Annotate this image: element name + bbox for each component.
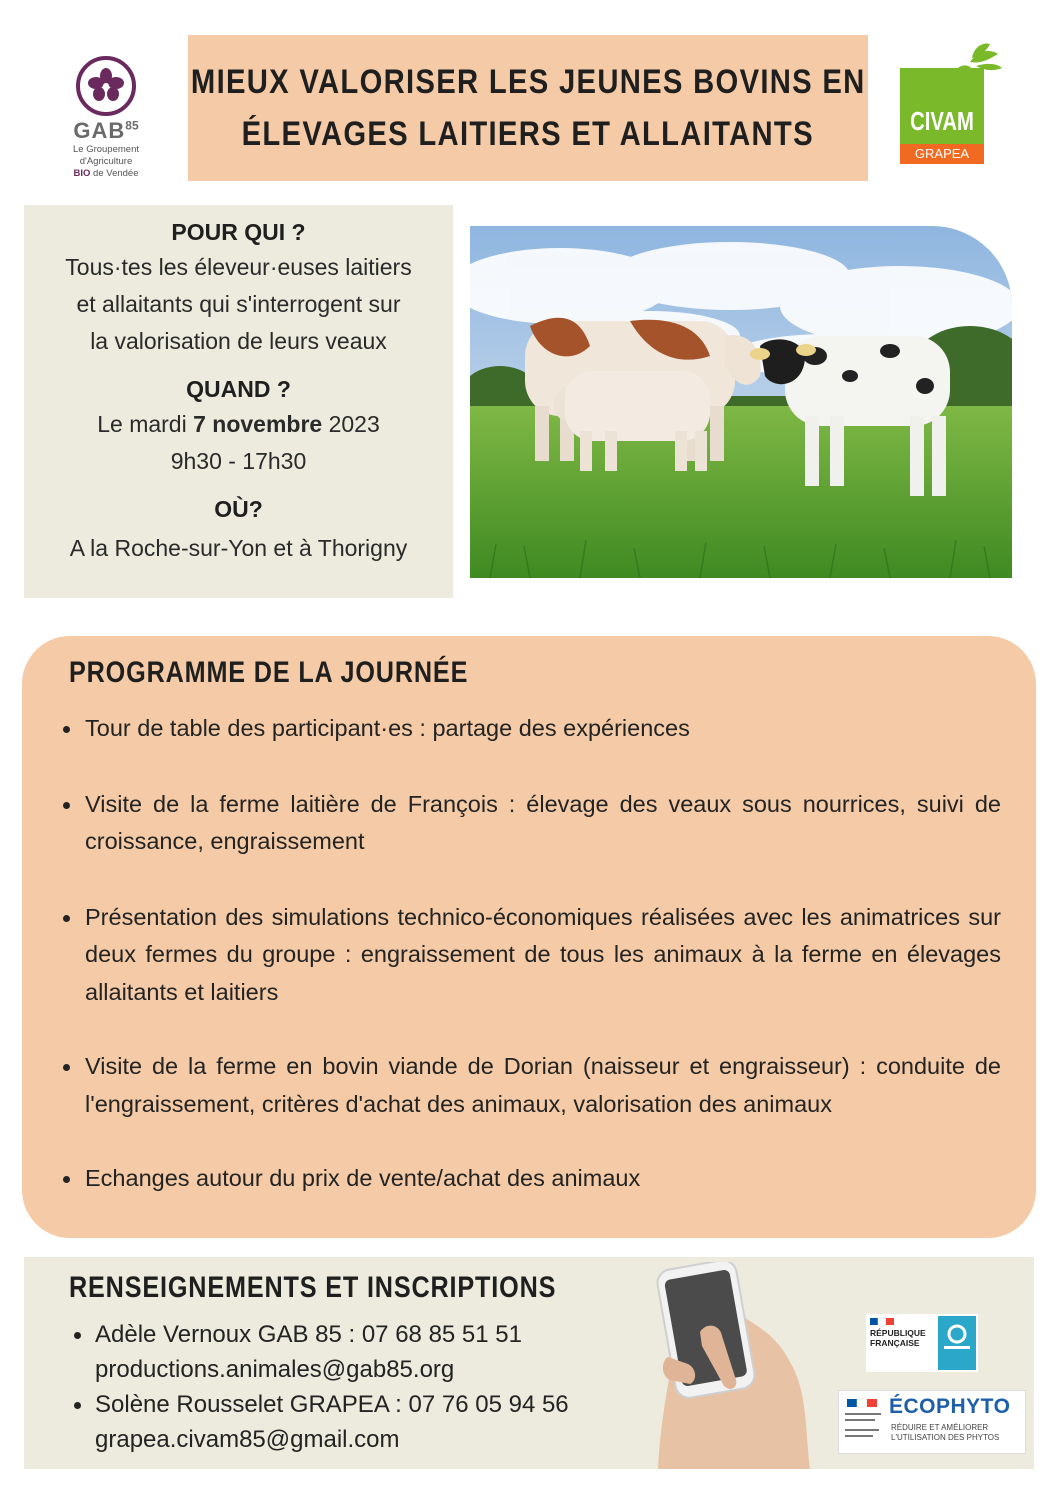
gab-logo-vendee: de Vendée <box>90 168 139 179</box>
contact-name-phone: Adèle Vernoux GAB 85 : 07 68 85 51 51 <box>95 1321 522 1348</box>
contacts-list <box>95 1317 569 1457</box>
civam-grapea-logo <box>892 40 1012 168</box>
contact-item <box>95 1317 569 1387</box>
who-text-line-3: la valorisation de leurs veaux <box>90 328 387 354</box>
contact-name-phone: Solène Rousselet GRAPEA : 07 76 05 94 56 <box>95 1391 569 1418</box>
when-date-bold: 7 novembre <box>193 411 323 437</box>
contact-item <box>95 1387 569 1457</box>
civam-word: CIVAM <box>910 106 974 136</box>
ecophyto-tag-2: L'UTILISATION DES PHYTOS <box>891 1433 1000 1442</box>
rf-line-2: FRANÇAISE <box>870 1338 920 1348</box>
who-heading: POUR QUI ? <box>171 219 306 245</box>
gab85-logo <box>46 56 166 180</box>
programme-list <box>85 706 1001 1198</box>
gab-logo-subtitle-1: Le Groupement d'Agriculture <box>72 144 139 167</box>
gab-logo-number: 85 <box>125 118 139 133</box>
rf-line-1: RÉPUBLIQUE <box>870 1328 926 1338</box>
when-date: Le mardi 7 novembre 2023 <box>97 411 380 437</box>
info-box <box>24 205 453 598</box>
hand-phone-illustration <box>640 1262 840 1469</box>
title-line-1: MIEUX VALORISER LES JEUNES BOVINS EN <box>190 63 866 101</box>
programme-item: Tour de table des participant·es : partage des expériences <box>85 710 1001 748</box>
gab-flower-icon <box>76 56 136 116</box>
programme-title: PROGRAMME DE LA JOURNÉE <box>69 656 469 689</box>
gab-logo-name: GAB <box>73 118 126 143</box>
title-banner <box>188 35 868 181</box>
who-text-line-1: Tous·tes les éleveur·euses laitiers <box>65 254 412 280</box>
programme-item: Visite de la ferme en bovin viande de Dorian (naisseur et engraisseur) : conduite de l'engraissement, critères d'achat des animaux, valorisation des animaux <box>85 1048 1001 1123</box>
where-text: A la Roche-sur-Yon et à Thorigny <box>69 535 408 561</box>
ecophyto-tag-1: RÉDUIRE ET AMÉLIORER <box>891 1423 989 1432</box>
programme-section <box>22 636 1036 1238</box>
programme-item: Echanges autour du prix de vente/achat des animaux <box>85 1160 1001 1198</box>
gab-logo-bio: BIO <box>73 168 91 179</box>
contacts-title: RENSEIGNEMENTS ET INSCRIPTIONS <box>69 1271 557 1304</box>
who-text-line-2: et allaitants qui s'interrogent sur <box>76 291 401 317</box>
grapea-band: GRAPEA <box>900 144 984 164</box>
ecophyto-word: ÉCOPHYTO <box>889 1395 1011 1418</box>
where-heading: OÙ? <box>214 496 263 522</box>
when-heading: QUAND ? <box>186 376 291 402</box>
when-hours: 9h30 - 17h30 <box>170 448 307 474</box>
republique-francaise-agence-eau-logos <box>866 1314 978 1372</box>
contact-email[interactable]: grapea.civam85@gmail.com <box>95 1426 400 1453</box>
programme-item: Présentation des simulations technico-économiques réalisées avec les animatrices sur deux fermes du groupe : engraissement de tous les animaux à la ferme en élevages allaitants et laitiers <box>85 899 1001 1012</box>
ecophyto-logo <box>838 1390 1026 1454</box>
contact-email[interactable]: productions.animales@gab85.org <box>95 1356 455 1383</box>
cattle-photo <box>470 226 1012 578</box>
programme-item: Visite de la ferme laitière de François : élevage des veaux sous nourrices, suivi de croissance, engraissement <box>85 786 1001 861</box>
title-line-2: ÉLEVAGES LAITIERS ET ALLAITANTS <box>241 115 815 153</box>
